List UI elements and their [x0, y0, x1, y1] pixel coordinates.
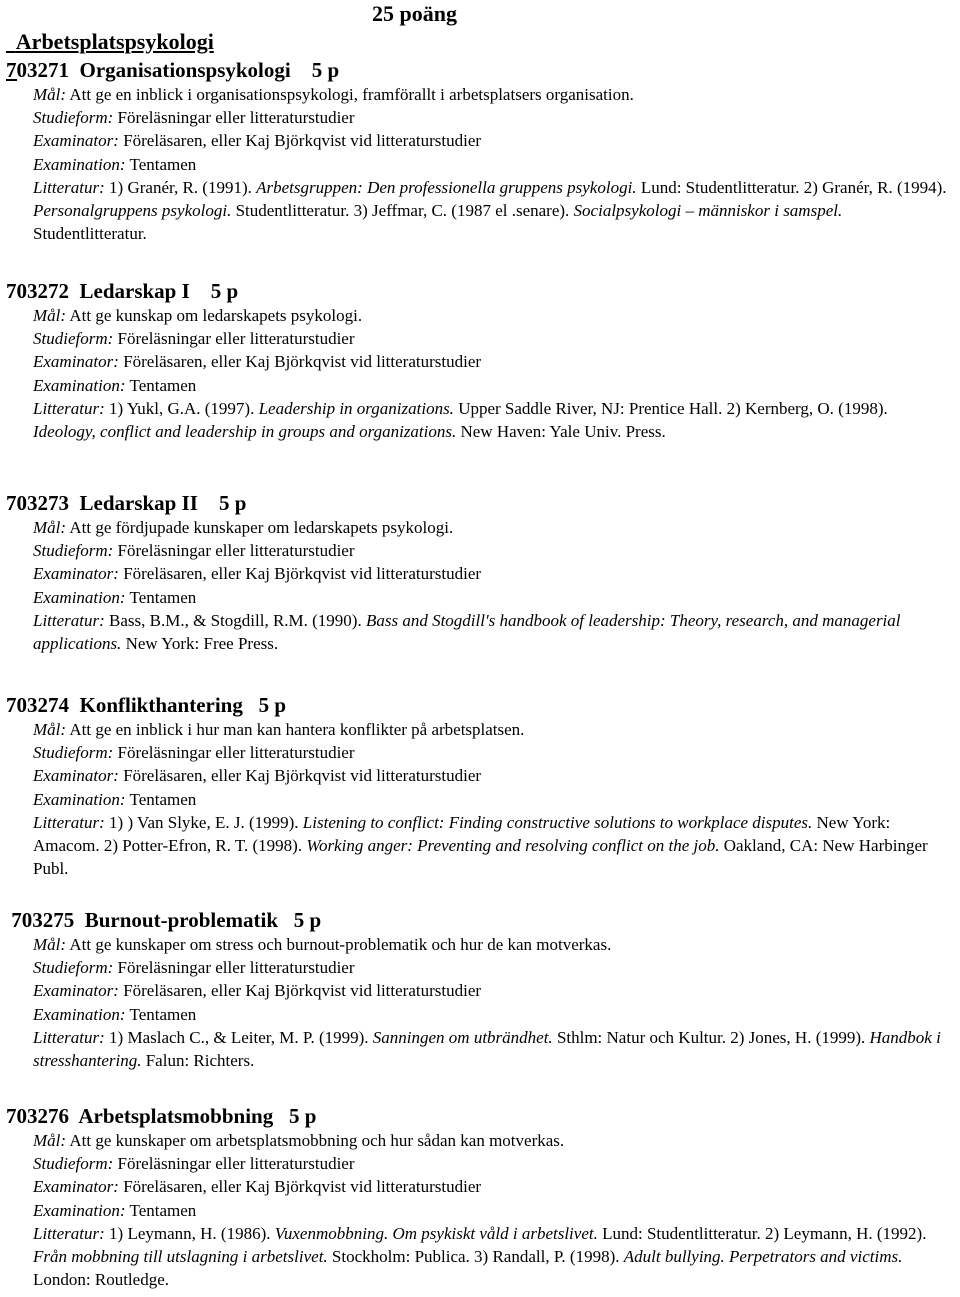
goal-text: Att ge kunskap om ledarskapets psykologi.: [69, 306, 363, 325]
examination-text: Tentamen: [129, 1004, 197, 1024]
study-form-label: Studieform:: [33, 108, 114, 128]
examiner-label: Examinator:: [33, 981, 119, 1001]
lit-title: Socialpsykologi – människor i samspel.: [573, 201, 843, 221]
goal-text: Att ge kunskaper om stress och burnout-problematik och hur de kan motverkas.: [69, 935, 612, 954]
lit-text: Studentlitteratur. 3) Jeffmar, C. (1987 el .senare).: [231, 201, 574, 221]
lit-text: Oakland, CA: New Harbinger Publ.: [33, 836, 928, 879]
literature-label: Litteratur:: [33, 812, 105, 832]
lit-title: Sanningen om utbrändhet.: [372, 1027, 553, 1047]
goal-label: Mål:: [33, 1131, 67, 1150]
study-form-label: Studieform:: [33, 958, 114, 978]
course-examiner: [33, 764, 951, 787]
lit-text: Upper Saddle River, NJ: Prentice Hall. 2) Kernberg, O. (1998).: [453, 398, 888, 418]
course-section: [6, 57, 951, 245]
examiner-text: Föreläsaren, eller Kaj Björkqvist vid litteraturstudier: [123, 766, 482, 786]
course-heading: 703273 Ledarskap II 5 p: [6, 491, 247, 515]
examiner-label: Examinator:: [33, 564, 119, 584]
examination-label: Examination:: [33, 1200, 126, 1220]
course-examination: [33, 586, 951, 609]
study-form-label: Studieform:: [33, 541, 114, 561]
examiner-text: Föreläsaren, eller Kaj Björkqvist vid litteraturstudier: [123, 981, 482, 1001]
course-goal: [33, 516, 951, 539]
page-title-text: Arbetsplatspsykologi: [15, 29, 214, 54]
examiner-label: Examinator:: [33, 1177, 119, 1197]
lit-text: 1) Granér, R. (1991).: [109, 177, 257, 197]
lit-text: London: Routledge.: [33, 1270, 169, 1290]
goal-label: Mål:: [33, 306, 67, 325]
study-form-text: Föreläsningar eller litteraturstudier: [117, 958, 355, 978]
literature-label: Litteratur:: [33, 1027, 105, 1047]
course-heading: 703275 Burnout-problematik 5 p: [6, 908, 322, 932]
goal-text: Att ge en inblick i hur man kan hantera konflikter på arbetsplatsen.: [69, 720, 525, 739]
course-section: [6, 1103, 951, 1291]
examination-text: Tentamen: [129, 154, 197, 174]
lit-text: 1) Yukl, G.A. (1997).: [109, 398, 259, 418]
literature-label: Litteratur:: [33, 398, 105, 418]
examination-text: Tentamen: [129, 375, 197, 395]
lit-title: Leadership in organizations.: [258, 398, 454, 418]
goal-label: Mål:: [33, 720, 67, 739]
examination-label: Examination:: [33, 789, 126, 809]
goal-label: Mål:: [33, 85, 67, 104]
lit-text: 1) Maslach C., & Leiter, M. P. (1999).: [104, 1027, 373, 1047]
course-section: [6, 907, 951, 1072]
course-study-form: [33, 327, 951, 350]
course-examination: [33, 788, 951, 811]
lit-text: Falun: Richters.: [141, 1051, 255, 1071]
literature-label: Litteratur:: [33, 177, 105, 197]
literature-label: Litteratur:: [33, 610, 105, 630]
course-examination: [33, 1003, 951, 1026]
lit-title: Listening to conflict: Finding constructive solutions to workplace disputes.: [302, 812, 813, 832]
course-literature: [33, 176, 951, 246]
course-examiner: [33, 979, 951, 1002]
examiner-text: Föreläsaren, eller Kaj Björkqvist vid litteraturstudier: [123, 564, 482, 584]
course-examiner: [33, 562, 951, 585]
course-heading: 703274 Konflikthantering 5 p: [6, 693, 287, 717]
page-points: 25 poäng: [372, 1, 457, 26]
lit-title: Handbok i stresshantering.: [33, 1027, 941, 1071]
course-literature: [33, 1026, 951, 1072]
course-literature: [33, 1222, 951, 1292]
course-examination: [33, 374, 951, 397]
course-goal: [33, 83, 951, 106]
lit-text: Bass, B.M., & Stogdill, R.M. (1990).: [109, 610, 366, 630]
examiner-label: Examinator:: [33, 131, 119, 151]
course-goal: [33, 1129, 951, 1152]
study-form-text: Föreläsningar eller litteraturstudier: [117, 329, 355, 349]
course-goal: [33, 718, 951, 741]
study-form-text: Föreläsningar eller litteraturstudier: [117, 108, 355, 128]
lit-text: New York: Amacom. 2) Potter-Efron, R. T. (1998).: [33, 812, 891, 856]
lit-text: New York: Free Press.: [121, 634, 279, 654]
lit-title: Ideology, conflict and leadership in groups and organizations.: [33, 422, 457, 442]
examination-label: Examination:: [33, 1004, 126, 1024]
lit-title: Working anger: Preventing and resolving conflict on the job.: [306, 836, 720, 856]
study-form-label: Studieform:: [33, 1154, 114, 1174]
lit-text: Stockholm: Publica. 3) Randall, P. (1998).: [327, 1247, 624, 1267]
course-study-form: [33, 539, 951, 562]
lit-text: Sthlm: Natur och Kultur. 2) Jones, H. (1999).: [552, 1027, 870, 1047]
examiner-label: Examinator:: [33, 766, 119, 786]
course-goal: [33, 933, 951, 956]
lit-title: Arbetsgruppen: Den professionella gruppens psykologi.: [256, 177, 637, 197]
examination-text: Tentamen: [129, 587, 197, 607]
course-heading: 703271 Organisationspsykologi 5 p: [6, 58, 340, 82]
examination-label: Examination:: [33, 587, 126, 607]
goal-text: Att ge kunskaper om arbetsplatsmobbning och hur sådan kan motverkas.: [69, 1131, 565, 1150]
course-section: [6, 278, 951, 443]
lit-text: 1) Leymann, H. (1986).: [104, 1223, 275, 1243]
course-study-form: [33, 956, 951, 979]
lit-title: Från mobbning till utslagning i arbetslivet.: [33, 1247, 328, 1267]
lit-title: Adult bullying. Perpetrators and victims.: [623, 1247, 903, 1267]
study-form-text: Föreläsningar eller litteraturstudier: [117, 541, 355, 561]
lit-title: Personalgruppens psykologi.: [33, 201, 232, 221]
course-literature: [33, 609, 951, 655]
course-section: [6, 490, 951, 655]
course-literature: [33, 811, 951, 881]
lit-text: 1) ) Van Slyke, E. J. (1999).: [109, 812, 303, 832]
study-form-label: Studieform:: [33, 329, 114, 349]
course-examiner: [33, 350, 951, 373]
examination-label: Examination:: [33, 154, 126, 174]
goal-label: Mål:: [33, 935, 67, 954]
course-heading: 703276 Arbetsplatsmobbning 5 p: [6, 1104, 317, 1128]
course-study-form: [33, 106, 951, 129]
lit-title: Bass and Stogdill's handbook of leadership: Theory, research, and managerial applications.: [33, 610, 901, 654]
examiner-label: Examinator:: [33, 352, 119, 372]
examiner-text: Föreläsaren, eller Kaj Björkqvist vid litteraturstudier: [123, 352, 482, 372]
lit-text: New Haven: Yale Univ. Press.: [456, 422, 666, 442]
goal-text: Att ge fördjupade kunskaper om ledarskapets psykologi.: [69, 518, 454, 537]
course-examination: [33, 153, 951, 176]
course-study-form: [33, 1152, 951, 1175]
examination-label: Examination:: [33, 375, 126, 395]
examination-text: Tentamen: [129, 1200, 197, 1220]
lit-title: Vuxenmobbning. Om psykiskt våld i arbetslivet.: [274, 1223, 598, 1243]
course-section: [6, 692, 951, 880]
lit-text: Studentlitteratur.: [33, 224, 147, 244]
course-examiner: [33, 129, 951, 152]
course-literature: [33, 397, 951, 443]
literature-label: Litteratur:: [33, 1223, 105, 1243]
course-examiner: [33, 1175, 951, 1198]
course-heading: 703272 Ledarskap I 5 p: [6, 279, 239, 303]
course-examination: [33, 1199, 951, 1222]
goal-text: Att ge en inblick i organisationspsykologi, framförallt i arbetsplatsers organisation.: [69, 85, 634, 104]
study-form-label: Studieform:: [33, 743, 114, 763]
examiner-text: Föreläsaren, eller Kaj Björkqvist vid litteraturstudier: [123, 131, 482, 151]
examiner-text: Föreläsaren, eller Kaj Björkqvist vid litteraturstudier: [123, 1177, 482, 1197]
course-study-form: [33, 741, 951, 764]
lit-text: Lund: Studentlitteratur. 2) Granér, R. (1994).: [636, 177, 947, 197]
goal-label: Mål:: [33, 518, 67, 537]
lit-text: Lund: Studentlitteratur. 2) Leymann, H. (1992).: [597, 1223, 927, 1243]
study-form-text: Föreläsningar eller litteraturstudier: [117, 743, 355, 763]
course-goal: [33, 304, 951, 327]
examination-text: Tentamen: [129, 789, 197, 809]
study-form-text: Föreläsningar eller litteraturstudier: [117, 1154, 355, 1174]
